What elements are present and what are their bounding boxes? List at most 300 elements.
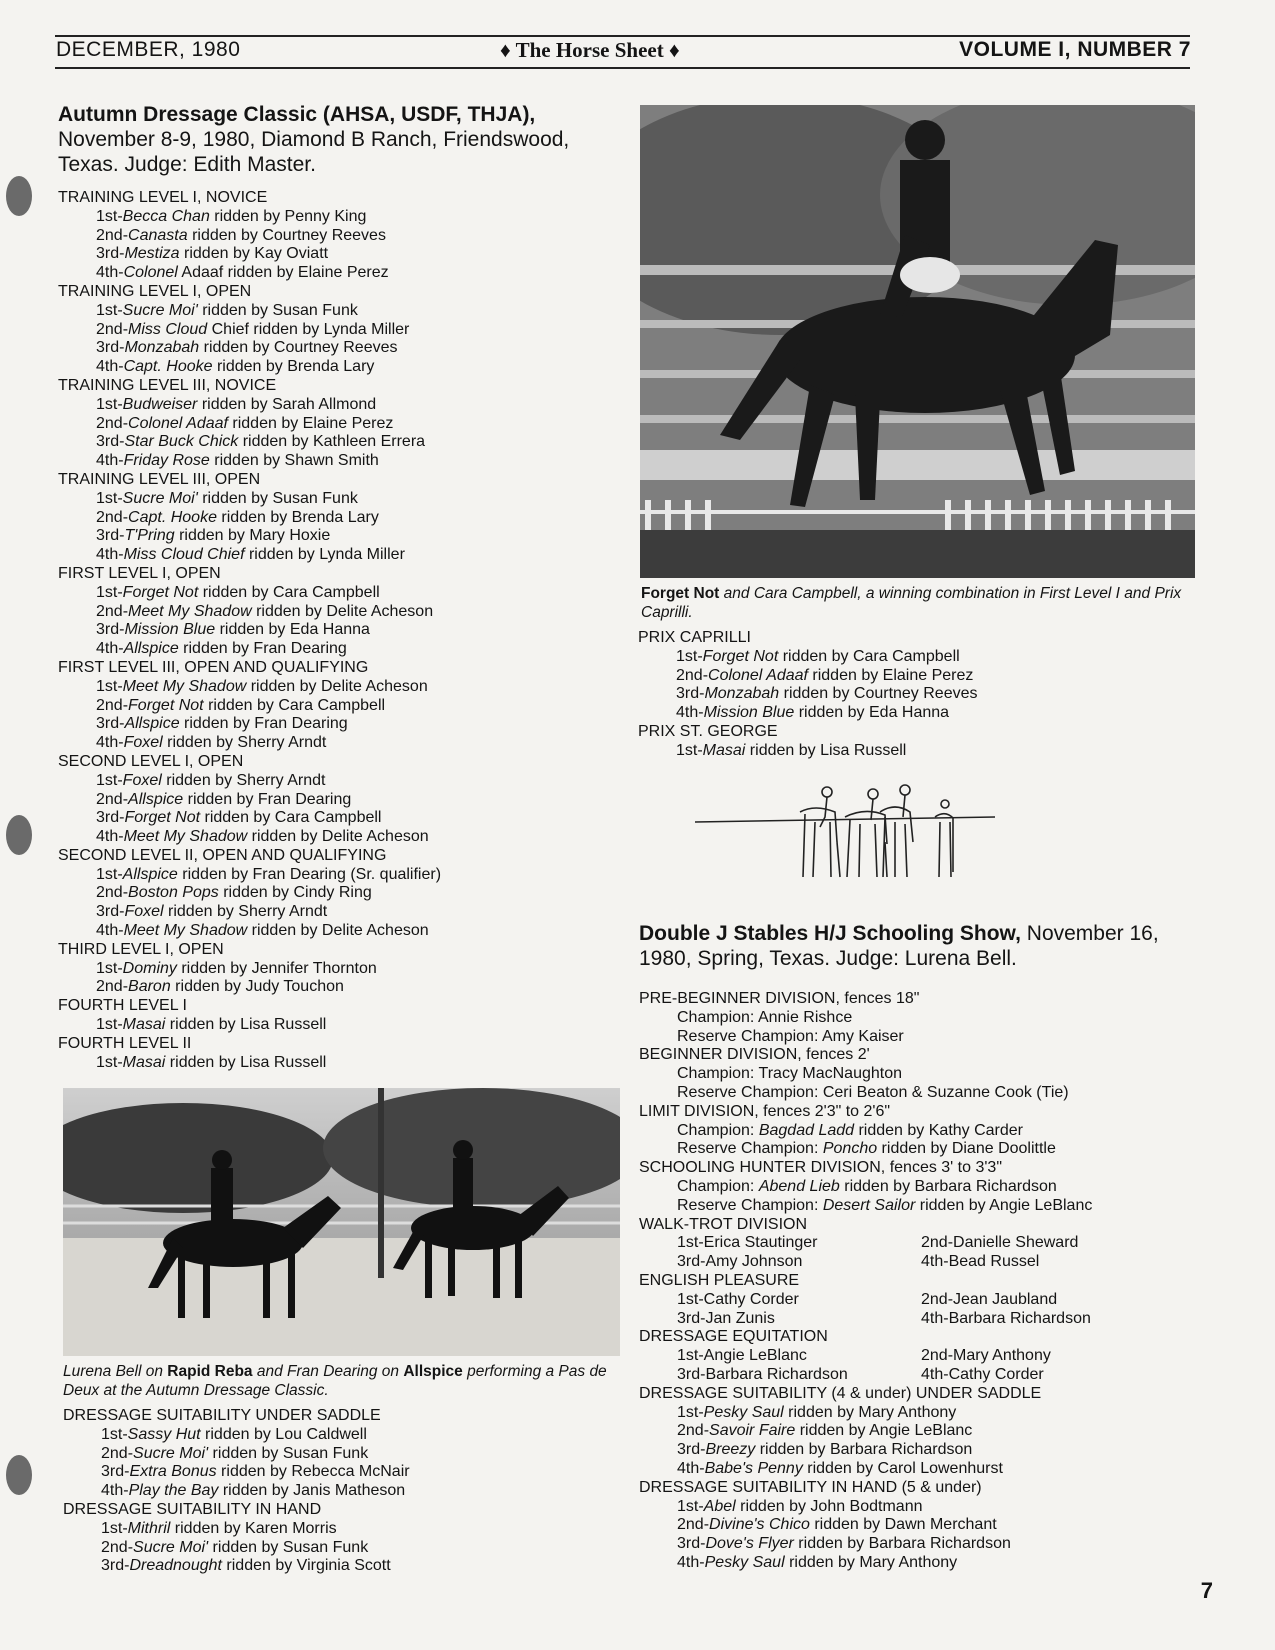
horse-name: Bagdad Ladd	[758, 1121, 855, 1139]
horse-name: Extra Bonus	[129, 1463, 217, 1481]
placing: 1st-	[676, 741, 703, 759]
placing: 3rd-	[676, 685, 705, 703]
horse-name: Budweiser	[122, 395, 198, 413]
class-heading: LIMIT DIVISION, fences 2'3" to 2'6"	[639, 1102, 891, 1120]
placing: Champion:	[677, 1121, 759, 1139]
horse-logo-icon: ♦	[669, 38, 680, 62]
placing: 3rd-	[96, 903, 125, 921]
result-line	[639, 1197, 1092, 1216]
result-line	[58, 584, 441, 603]
rider-text: ridden by Virginia Scott	[221, 1557, 391, 1575]
placing: 2nd-	[96, 884, 129, 902]
prix-results-list	[638, 629, 978, 761]
binder-hole	[6, 176, 32, 216]
placing: 4th-	[96, 734, 124, 752]
result-line	[58, 321, 441, 340]
rider-text: ridden by Diane Doolittle	[877, 1140, 1056, 1158]
placing: 3rd-	[96, 433, 125, 451]
horse-name: Friday Rose	[123, 452, 210, 470]
horse-name: Star Buck Chick	[124, 433, 239, 451]
rider-text: ridden by Fran Dearing	[179, 715, 348, 733]
rider-text: ridden by Cara Campbell	[778, 647, 960, 665]
rider-text: ridden by Susan Funk	[197, 301, 358, 319]
horse-name: Dove's Flyer	[705, 1535, 794, 1553]
placing: Champion:	[677, 1177, 759, 1195]
rider-text: ridden by Barbara Richardson	[793, 1535, 1011, 1553]
horse-name: Masai	[122, 1016, 166, 1034]
result-line	[638, 667, 978, 686]
result-line	[63, 1463, 410, 1482]
horse-name: Meet My Shadow	[128, 602, 252, 620]
placing: 4th-	[101, 1482, 129, 1500]
result-line	[639, 1516, 1092, 1535]
rider-text: ridden by Fran Dearing	[183, 790, 352, 808]
result-line	[58, 978, 441, 997]
result-line	[638, 704, 978, 723]
rider-text: ridden by Mary Hoxie	[174, 527, 331, 545]
rider-text: ridden by Fran Dearing (Sr. qualifier)	[177, 865, 442, 883]
event2-title: Double J Stables H/J Schooling Show, November 16, 1980, Spring, Texas. Judge: Lurena Bell.	[639, 922, 1159, 970]
result-line	[58, 208, 441, 227]
rider-text: ridden by Lynda Miller	[244, 546, 405, 564]
horse-name: Sucre Moi'	[133, 1444, 209, 1462]
placing: 2nd-	[96, 696, 129, 714]
result-line	[639, 1498, 1092, 1517]
horse-name: Capt. Hooke	[123, 358, 213, 376]
horse-name: Baron	[128, 978, 171, 996]
result-line	[58, 546, 441, 565]
rider-text: ridden by Eda Hanna	[794, 704, 950, 722]
horse-name: Forget Not	[702, 647, 779, 665]
result-line	[58, 245, 441, 264]
placing: 1st-	[96, 959, 123, 977]
rider-text: ridden by Cindy Ring	[218, 884, 372, 902]
rider-text: ridden by Barbara Richardson	[839, 1177, 1057, 1195]
horse-name: Pesky Saul	[703, 1403, 784, 1421]
horse-name: Foxel	[123, 734, 163, 752]
result-line	[63, 1482, 410, 1501]
placing: 1st-	[96, 395, 123, 413]
placing: 4th-	[96, 264, 124, 282]
rider-text: ridden by Karen Morris	[170, 1519, 337, 1537]
photo1-caption: Lurena Bell on Rapid Reba and Fran Dearing on Allspice performing a Pas de Deux at the Autumn Dressage Classic.	[63, 1363, 607, 1399]
horse-name: Becca Chan	[122, 207, 210, 225]
class-heading: TRAINING LEVEL III, OPEN	[58, 470, 261, 488]
photo-pas-de-deux	[63, 1088, 620, 1356]
horse-name: Abend Lieb	[758, 1177, 840, 1195]
result-line	[58, 734, 441, 753]
horse-name: Babe's Penny	[704, 1459, 803, 1477]
rider-text: ridden by Lisa Russell	[745, 741, 907, 759]
placing: 2nd-	[96, 414, 129, 432]
rider-text: ridden by Courtney Reeves	[779, 685, 978, 703]
rider-text: ridden by Shawn Smith	[209, 452, 379, 470]
header-rule-bottom	[55, 67, 1190, 69]
horse-name: Foxel	[124, 903, 164, 921]
rider-text: ridden by Elaine Perez	[807, 666, 974, 684]
class-heading: FIRST LEVEL I, OPEN	[58, 564, 221, 582]
placing: 2nd-	[96, 602, 129, 620]
result-line	[639, 1122, 1092, 1141]
placing: 1st-	[96, 771, 123, 789]
binder-hole	[6, 1455, 32, 1495]
rider-text: ridden by Cara Campbell	[200, 809, 382, 827]
rider-text: ridden by Cara Campbell	[198, 583, 380, 601]
placing: Reserve Champion:	[677, 1140, 823, 1158]
placing: 3rd-	[101, 1463, 130, 1481]
placing: 4th-	[96, 546, 124, 564]
placing: Reserve Champion:	[677, 1196, 823, 1214]
horse-name: T'Pring	[124, 527, 175, 545]
rider-text: ridden by Courtney Reeves	[187, 226, 386, 244]
horse-name: Poncho	[822, 1140, 878, 1158]
rider-text: ridden by Fran Dearing	[178, 640, 347, 658]
rider-text: ridden by Angie LeBlanc	[795, 1422, 973, 1440]
result-line	[58, 621, 441, 640]
placing: 2nd-	[96, 320, 129, 338]
placing: 1st-	[96, 1016, 123, 1034]
rider-text: ridden by Delite Acheson	[247, 828, 429, 846]
placing: 3rd-	[677, 1441, 706, 1459]
class-heading: SECOND LEVEL I, OPEN	[58, 752, 244, 770]
horse-name: Dreadnought	[129, 1557, 222, 1575]
rider-text: ridden by Dawn Merchant	[809, 1516, 997, 1534]
placing: 4th-	[677, 1553, 705, 1571]
rider-text: ridden by Judy Touchon	[170, 978, 344, 996]
horse-name: Play the Bay	[128, 1482, 219, 1500]
rider-text: ridden by Penny King	[209, 207, 367, 225]
placing: 1st-	[101, 1519, 128, 1537]
result-line	[58, 903, 441, 922]
result-right: 4th-Barbara Richardson	[921, 1309, 1091, 1327]
placing: 2nd-	[677, 1422, 710, 1440]
result-line	[63, 1520, 410, 1539]
horse-name: Abel	[703, 1497, 736, 1515]
result-line: Reserve Champion: Ceri Beaton & Suzanne Cook (Tie)	[677, 1083, 1069, 1101]
result-line	[58, 922, 441, 941]
rider-text: ridden by Sarah Allmond	[197, 395, 377, 413]
result-left: 3rd-Barbara Richardson	[677, 1365, 848, 1383]
result-line	[639, 1404, 1092, 1423]
rider-text: ridden by Carol Lowenhurst	[802, 1459, 1003, 1477]
horse-name: Meet My Shadow	[123, 922, 248, 940]
header-volume: VOLUME I, NUMBER 7	[959, 38, 1191, 61]
horse-name: Sassy Hut	[127, 1425, 201, 1443]
header-date: DECEMBER, 1980	[56, 38, 241, 61]
result-left: 3rd-Jan Zunis	[677, 1309, 775, 1327]
rider-text: ridden by Sherry Arndt	[161, 771, 326, 789]
horse-name: Allspice	[123, 640, 179, 658]
placing: 4th-	[96, 640, 124, 658]
placing: 3rd-	[96, 715, 125, 733]
result-line	[639, 1554, 1092, 1573]
rider-text: ridden by Jennifer Thornton	[176, 959, 377, 977]
result-line	[58, 697, 441, 716]
result-line: Champion: Annie Rishce	[677, 1008, 853, 1026]
placing: 1st-	[96, 207, 123, 225]
rider-text: ridden by John Bodtmann	[735, 1497, 923, 1515]
placing: 4th-	[677, 1459, 705, 1477]
horse-name: Forget Not	[122, 583, 199, 601]
horse-name: Meet My Shadow	[122, 677, 247, 695]
horse-name: Desert Sailor	[822, 1196, 916, 1214]
result-line	[58, 527, 441, 546]
placing: 3rd-	[96, 809, 125, 827]
placing: 3rd-	[101, 1557, 130, 1575]
placing: 4th-	[96, 452, 124, 470]
placing: 2nd-	[677, 1516, 710, 1534]
result-line	[58, 772, 441, 791]
rider-text: ridden by Kay Oviatt	[179, 245, 329, 263]
class-heading: FIRST LEVEL III, OPEN AND QUALIFYING	[58, 658, 369, 676]
placing: 2nd-	[676, 666, 709, 684]
result-line	[58, 960, 441, 979]
result-line	[63, 1426, 410, 1445]
placing: 3rd-	[96, 527, 125, 545]
result-line	[58, 452, 441, 471]
horse-name: Savoir Faire	[709, 1422, 796, 1440]
result-line	[639, 1140, 1092, 1159]
horse-name: Mithril	[127, 1519, 171, 1537]
result-line	[58, 1054, 441, 1073]
result-right: 2nd-Danielle Sheward	[921, 1234, 1079, 1252]
rider-text: ridden by Janis Matheson	[218, 1482, 406, 1500]
result-line	[58, 396, 441, 415]
result-line: Reserve Champion: Amy Kaiser	[677, 1027, 904, 1045]
masthead: ♦ The Horse Sheet ♦	[500, 38, 680, 62]
placing: 1st-	[96, 489, 123, 507]
rider-text: ridden by Cara Campbell	[203, 696, 386, 714]
rider-text: ridden by Delite Acheson	[247, 922, 429, 940]
class-heading: PRE-BEGINNER DIVISION, fences 18"	[639, 990, 920, 1007]
placing: 1st-	[96, 865, 123, 883]
horse-name: Boston Pops	[128, 884, 219, 902]
horse-logo-icon: ♦	[500, 38, 511, 62]
result-pair	[639, 1253, 1092, 1272]
event1-results-list	[58, 189, 441, 1072]
result-line	[58, 866, 441, 885]
rider-text: ridden by Mary Anthony	[783, 1403, 957, 1421]
result-line	[639, 1422, 1092, 1441]
rider-text: ridden by Barbara Richardson	[755, 1441, 973, 1459]
photo2-caption: Forget Not and Cara Campbell, a winning combination in First Level I and Prix Caprilli.	[641, 585, 1182, 621]
class-heading: DRESSAGE SUITABILITY IN HAND (5 & under)	[639, 1478, 982, 1496]
rider-text: Chief ridden by Lynda Miller	[207, 320, 410, 338]
rider-text: ridden by Elaine Perez	[227, 414, 394, 432]
result-line	[58, 358, 441, 377]
result-right: 4th-Cathy Corder	[921, 1365, 1044, 1383]
rider-text: ridden by Angie LeBlanc	[915, 1196, 1093, 1214]
placing: 1st-	[96, 301, 123, 319]
result-line	[638, 685, 978, 704]
placing: 4th-	[96, 358, 124, 376]
result-line	[58, 809, 441, 828]
result-left: 1st-Erica Stautinger	[677, 1234, 818, 1252]
placing: 1st-	[677, 1497, 704, 1515]
forget-not-photo	[640, 105, 1195, 578]
class-heading: TRAINING LEVEL I, NOVICE	[58, 189, 268, 206]
header-rule-top	[55, 35, 1190, 37]
class-heading: FOURTH LEVEL I	[58, 997, 187, 1015]
placing: 2nd-	[96, 226, 129, 244]
placing: 2nd-	[96, 978, 129, 996]
result-line	[58, 640, 441, 659]
horse-name: Forget Not	[124, 809, 201, 827]
result-line	[58, 339, 441, 358]
horse-name: Colonel Adaaf	[708, 666, 808, 684]
rider-text: ridden by Sherry Arndt	[162, 734, 327, 752]
result-pair	[639, 1234, 1092, 1253]
binder-hole	[6, 815, 32, 855]
class-heading: WALK-TROT DIVISION	[639, 1215, 808, 1233]
event1-suitability-list	[63, 1407, 410, 1576]
placing: 4th-	[96, 922, 124, 940]
result-line	[58, 715, 441, 734]
result-line	[58, 264, 441, 283]
result-left: 3rd-Amy Johnson	[677, 1253, 803, 1271]
horse-name: Forget Not	[128, 696, 204, 714]
horse-name: Miss Cloud Chief	[123, 546, 245, 564]
placing: 4th-	[676, 704, 704, 722]
horse-name: Colonel Adaaf	[128, 414, 228, 432]
horse-name: Monzabah	[124, 339, 200, 357]
horse-name: Dominy	[122, 959, 177, 977]
photo-forget-not	[640, 105, 1195, 578]
result-line	[58, 1016, 441, 1035]
result-pair	[639, 1310, 1092, 1329]
rider-text: ridden by Lisa Russell	[165, 1016, 327, 1034]
event2-results-list	[639, 990, 1092, 1573]
placing: 3rd-	[96, 339, 125, 357]
result-line	[58, 678, 441, 697]
rider-text: ridden by Susan Funk	[208, 1538, 369, 1556]
riders-sketch-icon	[695, 782, 1000, 892]
horse-name: Canasta	[128, 226, 188, 244]
rider-text: ridden by Courtney Reeves	[199, 339, 398, 357]
rider-text: ridden by Rebecca McNair	[216, 1463, 410, 1481]
placing: 3rd-	[96, 621, 125, 639]
horse-name: Sucre Moi'	[122, 489, 198, 507]
placing: 2nd-	[101, 1538, 134, 1556]
result-line	[63, 1557, 410, 1576]
result-right: 2nd-Mary Anthony	[921, 1347, 1051, 1365]
rider-text: ridden by Lisa Russell	[165, 1053, 327, 1071]
class-heading: DRESSAGE SUITABILITY UNDER SADDLE	[63, 1407, 381, 1424]
result-line	[639, 1535, 1092, 1554]
class-heading: FOURTH LEVEL II	[58, 1034, 192, 1052]
class-heading: ENGLISH PLEASURE	[639, 1271, 800, 1289]
horse-name: Masai	[702, 741, 746, 759]
placing: 4th-	[96, 828, 124, 846]
result-line	[58, 433, 441, 452]
class-heading: SECOND LEVEL II, OPEN AND QUALIFYING	[58, 846, 387, 864]
riders-illustration	[695, 782, 1000, 892]
class-heading: TRAINING LEVEL III, NOVICE	[58, 376, 277, 394]
horse-name: Meet My Shadow	[123, 828, 248, 846]
horse-name: Monzabah	[704, 685, 780, 703]
horse-name: Allspice	[128, 790, 184, 808]
page-number: 7	[1200, 1578, 1213, 1603]
horse-name: Sucre Moi'	[122, 301, 198, 319]
rider-text: ridden by Kathy Carder	[854, 1121, 1024, 1139]
horse-name: Divine's Chico	[709, 1516, 810, 1534]
rider-text: ridden by Mary Anthony	[784, 1553, 958, 1571]
result-line: Champion: Tracy MacNaughton	[677, 1065, 902, 1083]
result-line	[58, 884, 441, 903]
class-heading: DRESSAGE SUITABILITY IN HAND	[63, 1500, 322, 1518]
result-line	[63, 1445, 410, 1464]
horse-name: Mission Blue	[124, 621, 216, 639]
rider-text: ridden by Lou Caldwell	[200, 1425, 367, 1443]
result-line	[58, 227, 441, 246]
result-line	[639, 1178, 1092, 1197]
result-line	[58, 828, 441, 847]
horse-name: Breezy	[705, 1441, 756, 1459]
result-line	[58, 415, 441, 434]
class-heading: PRIX CAPRILLI	[638, 629, 751, 646]
placing: 1st-	[96, 677, 123, 695]
placing: 2nd-	[101, 1444, 134, 1462]
result-line	[63, 1539, 410, 1558]
placing: 1st-	[96, 1053, 123, 1071]
result-right: 2nd-Jean Jaubland	[921, 1290, 1058, 1308]
result-left: 1st-Angie LeBlanc	[677, 1347, 807, 1365]
result-line	[58, 490, 441, 509]
result-line	[58, 302, 441, 321]
class-heading: SCHOOLING HUNTER DIVISION, fences 3' to 3'3"	[639, 1159, 1002, 1177]
class-heading: DRESSAGE EQUITATION	[639, 1328, 828, 1346]
rider-text: Adaaf ridden by Elaine Perez	[177, 264, 389, 282]
result-line	[638, 648, 978, 667]
result-line	[639, 1460, 1092, 1479]
placing: 3rd-	[96, 245, 125, 263]
class-heading: BEGINNER DIVISION, fences 2'	[639, 1046, 870, 1064]
placing: 3rd-	[677, 1535, 706, 1553]
placing: 2nd-	[96, 790, 129, 808]
result-left: 1st-Cathy Corder	[677, 1290, 799, 1308]
horse-name: Pesky Saul	[704, 1553, 785, 1571]
rider-text: ridden by Kathleen Errera	[238, 433, 426, 451]
horse-name: Sucre Moi'	[133, 1538, 209, 1556]
horse-name: Miss Cloud	[128, 320, 208, 338]
rider-text: ridden by Brenda Lary	[212, 358, 375, 376]
result-line	[58, 603, 441, 622]
class-heading: TRAINING LEVEL I, OPEN	[58, 282, 252, 300]
rider-text: ridden by Delite Acheson	[246, 677, 428, 695]
horse-name: Mission Blue	[703, 704, 795, 722]
result-pair	[639, 1366, 1092, 1385]
result-line	[58, 791, 441, 810]
rider-text: ridden by Delite Acheson	[251, 602, 434, 620]
horse-name: Masai	[122, 1053, 166, 1071]
class-heading: DRESSAGE SUITABILITY (4 & under) UNDER SADDLE	[639, 1384, 1042, 1402]
horse-name: Foxel	[122, 771, 162, 789]
result-pair	[639, 1347, 1092, 1366]
rider-text: ridden by Brenda Lary	[216, 508, 379, 526]
result-right: 4th-Bead Russel	[921, 1253, 1040, 1271]
placing: 1st-	[101, 1425, 128, 1443]
horse-name: Colonel	[123, 264, 178, 282]
class-heading: THIRD LEVEL I, OPEN	[58, 940, 224, 958]
horse-name: Capt. Hooke	[128, 508, 217, 526]
rider-text: ridden by Susan Funk	[208, 1444, 369, 1462]
result-line	[58, 509, 441, 528]
result-pair	[639, 1291, 1092, 1310]
rider-text: ridden by Susan Funk	[197, 489, 358, 507]
result-line	[638, 742, 978, 761]
horse-name: Allspice	[122, 865, 178, 883]
pas-de-deux-photo	[63, 1088, 620, 1356]
